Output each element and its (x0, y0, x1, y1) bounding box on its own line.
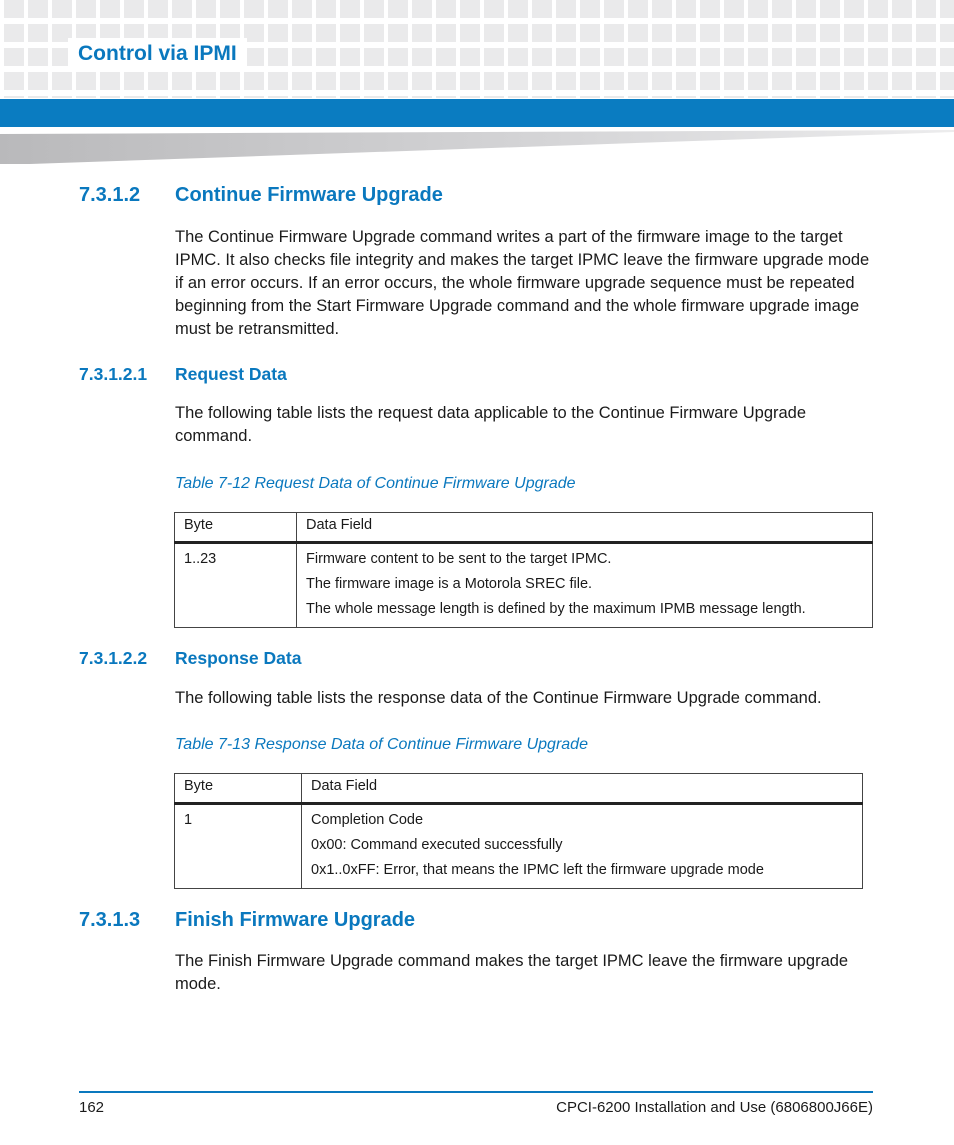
header-band (0, 99, 954, 127)
header-wedge (0, 130, 954, 164)
table-caption: Table 7-13 Response Data of Continue Firmware Upgrade (175, 736, 588, 753)
section-body: The Continue Firmware Upgrade command writes a part of the firmware image to the target IPMC. It also checks file integrity and makes the target IPMC leave the firmware upgrade mode if an error occurs. If an error occurs, the whole firmware upgrade sequence must be repeated beginning from the Start Firmware Upgrade command and the whole firmware upgrade image must be retransmitted. (175, 228, 870, 338)
cell-byte: 1..23 (175, 543, 297, 628)
subsection-number: 7.3.1.2.1 (79, 364, 148, 384)
table-row (175, 804, 863, 889)
section-title: Finish Firmware Upgrade (175, 909, 416, 931)
request-data-table (174, 512, 873, 628)
chapter-title: Control via IPMI (68, 38, 247, 70)
section-body: The Finish Firmware Upgrade command makes the target IPMC leave the firmware upgrade mode. (175, 952, 849, 993)
subsection-heading-response (79, 648, 301, 669)
subsection-body: The following table lists the response data of the Continue Firmware Upgrade command. (175, 689, 822, 707)
column-header-byte: Byte (175, 774, 302, 804)
cell-data-field: Completion Code 0x00: Command executed successfully 0x1..0xFF: Error, that means the IPMC left the firmware upgrade mode (302, 804, 863, 889)
section-heading-continue (79, 184, 443, 207)
footer-rule (79, 1091, 873, 1093)
column-header-data-field: Data Field (297, 513, 873, 543)
table-row (175, 543, 873, 628)
response-data-table (174, 773, 863, 889)
subsection-title: Response Data (175, 648, 302, 668)
subsection-body: The following table lists the request data applicable to the Continue Firmware Upgrade command. (175, 404, 807, 445)
subsection-number: 7.3.1.2.2 (79, 648, 148, 668)
column-header-data-field: Data Field (302, 774, 863, 804)
section-heading-finish (79, 909, 415, 932)
section-title: Continue Firmware Upgrade (175, 184, 443, 206)
table-caption: Table 7-12 Request Data of Continue Firmware Upgrade (175, 475, 576, 492)
document-title: CPCI-6200 Installation and Use (6806800J66E) (556, 1099, 873, 1116)
cell-byte: 1 (175, 804, 302, 889)
subsection-heading-request (79, 364, 287, 385)
page-number: 162 (79, 1099, 105, 1116)
table-header-row (175, 774, 863, 804)
column-header-byte: Byte (175, 513, 297, 543)
subsection-title: Request Data (175, 364, 287, 384)
cell-data-field: Firmware content to be sent to the target IPMC. The firmware image is a Motorola SREC file. The whole message length is defined by the maximum IPMB message length. (297, 543, 873, 628)
section-number: 7.3.1.3 (79, 909, 141, 931)
section-number: 7.3.1.2 (79, 184, 141, 206)
table-header-row (175, 513, 873, 543)
